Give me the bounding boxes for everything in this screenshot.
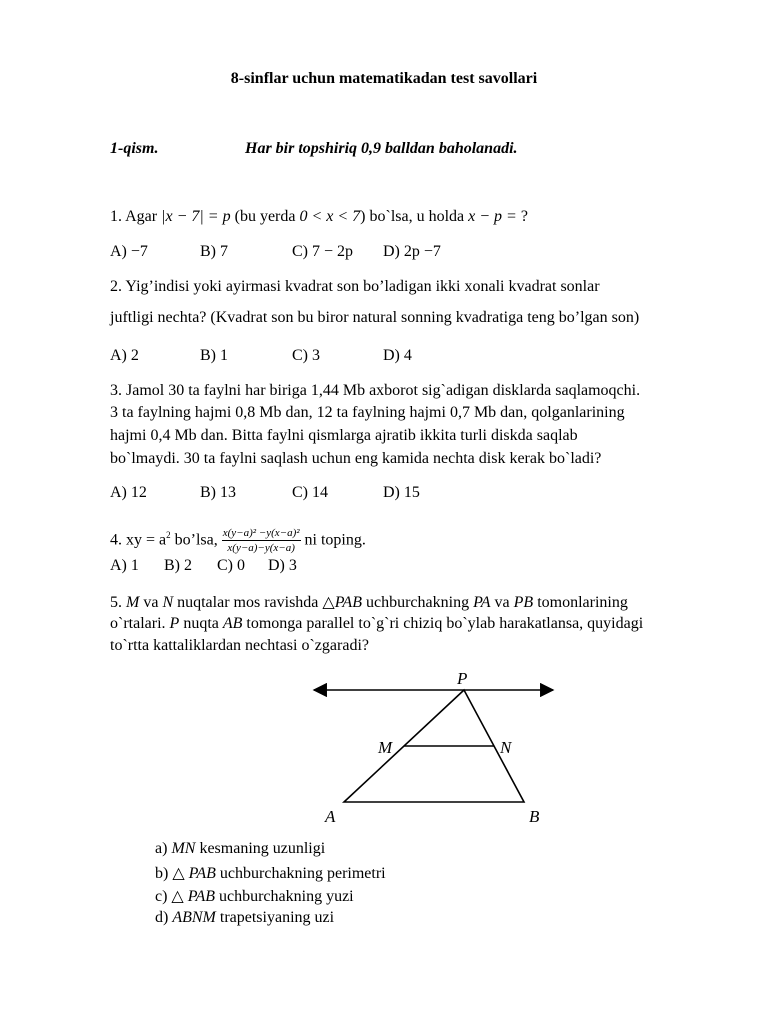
option-b[interactable]: B) 2 — [164, 557, 192, 574]
label-a: A — [325, 807, 336, 826]
label-m: M — [378, 738, 393, 757]
option-b[interactable]: B) 1 — [200, 347, 228, 364]
option-d[interactable]: D) 3 — [268, 557, 297, 574]
question-2-line-1: 2. Yig’indisi yoki ayirmasi kvadrat son bo’ladigan ikki xonali kvadrat sonlar — [110, 278, 600, 295]
option-d[interactable]: D) 4 — [383, 347, 412, 364]
question-1-options — [110, 243, 610, 263]
sub-option-a[interactable]: a) MN kesmaning uzunligi — [155, 840, 326, 857]
option-b[interactable]: B) 13 — [200, 484, 236, 501]
fraction-numerator: x(y−a)² −y(x−a)² — [222, 527, 300, 540]
question-2-options — [110, 347, 610, 367]
question-5-line-3: to`rtta kattaliklardan nechtasi o`zgaradi? — [110, 637, 369, 654]
fraction — [222, 527, 301, 554]
option-d[interactable]: D) 15 — [383, 484, 420, 501]
question-4: 4. xy = $a^2$ bo’lsa, $\frac{\text{x(y−a)² −y(x−a)²}}{x(y-a)-y(x-a)}$ ni toping. — [110, 527, 366, 555]
option-a[interactable]: A) 12 — [110, 484, 147, 501]
option-c[interactable]: C) 7 − 2p — [292, 243, 354, 260]
sub-option-b[interactable]: b) △ PAB uchburchakning perimetri — [155, 865, 386, 882]
question-5-line-2: o`rtalari. P nuqta AB tomonga parallel to`g`ri chiziq bo`ylab harakatlansa, quyidagi — [110, 615, 644, 632]
option-c[interactable]: C) 0 — [217, 557, 245, 574]
question-3-line-4: bo`lmaydi. 30 ta faylni saqlash uchun eng kamida nechta disk kerak bo`ladi? — [110, 450, 602, 467]
question-5-line-1: 5. M va N nuqtalar mos ravishda △PAB uchburchakning PA va PB tomonlarining — [110, 594, 628, 611]
label-n: N — [500, 738, 512, 757]
option-a[interactable]: A) 2 — [110, 347, 139, 364]
question-3-line-1: 3. Jamol 30 ta faylni har biriga 1,44 Mb axborot sig`adigan disklarda saqlamoqchi. — [110, 382, 641, 399]
question-2-line-2: juftligi nechta? (Kvadrat son bu biror natural sonning kvadratiga teng bo’lgan son) — [110, 309, 640, 326]
question-3-options — [110, 484, 610, 504]
triangle-figure — [300, 666, 570, 831]
fraction-denominator: x(y−a)−y(x−a) — [227, 542, 295, 555]
section-note: Har bir topshiriq 0,9 balldan baholanadi. — [245, 140, 518, 157]
question-4-options — [110, 557, 410, 577]
question-1: 1. Agar |x − 7| = p (bu yerda 0 < x < 7) bo`lsa, u holda x − p = ? — [110, 208, 528, 225]
sub-option-c[interactable]: c) △ PAB uchburchakning yuzi — [155, 888, 354, 905]
label-p: P — [457, 669, 468, 688]
question-3-line-2: 3 ta faylning hajmi 0,8 Mb dan, 12 ta faylning hajmi 0,7 Mb dan, qolganlarining — [110, 404, 625, 421]
label-b: B — [529, 807, 540, 826]
section-label: 1-qism. — [110, 140, 159, 157]
option-c[interactable]: C) 3 — [292, 347, 320, 364]
option-c[interactable]: C) 14 — [292, 484, 328, 501]
option-a[interactable]: A) 1 — [110, 557, 139, 574]
question-3-line-3: hajmi 0,4 Mb dan. Bitta faylni qismlarga ajratib ikkita turli diskda saqlab — [110, 427, 578, 444]
option-b[interactable]: B) 7 — [200, 243, 228, 260]
sub-option-d[interactable]: d) ABNM trapetsiyaning uzi — [155, 909, 335, 926]
option-d[interactable]: D) 2p −7 — [383, 243, 441, 260]
option-a[interactable]: A) −7 — [110, 243, 148, 260]
page-title: 8-sinflar uchun matematikadan test savollari — [230, 70, 538, 87]
